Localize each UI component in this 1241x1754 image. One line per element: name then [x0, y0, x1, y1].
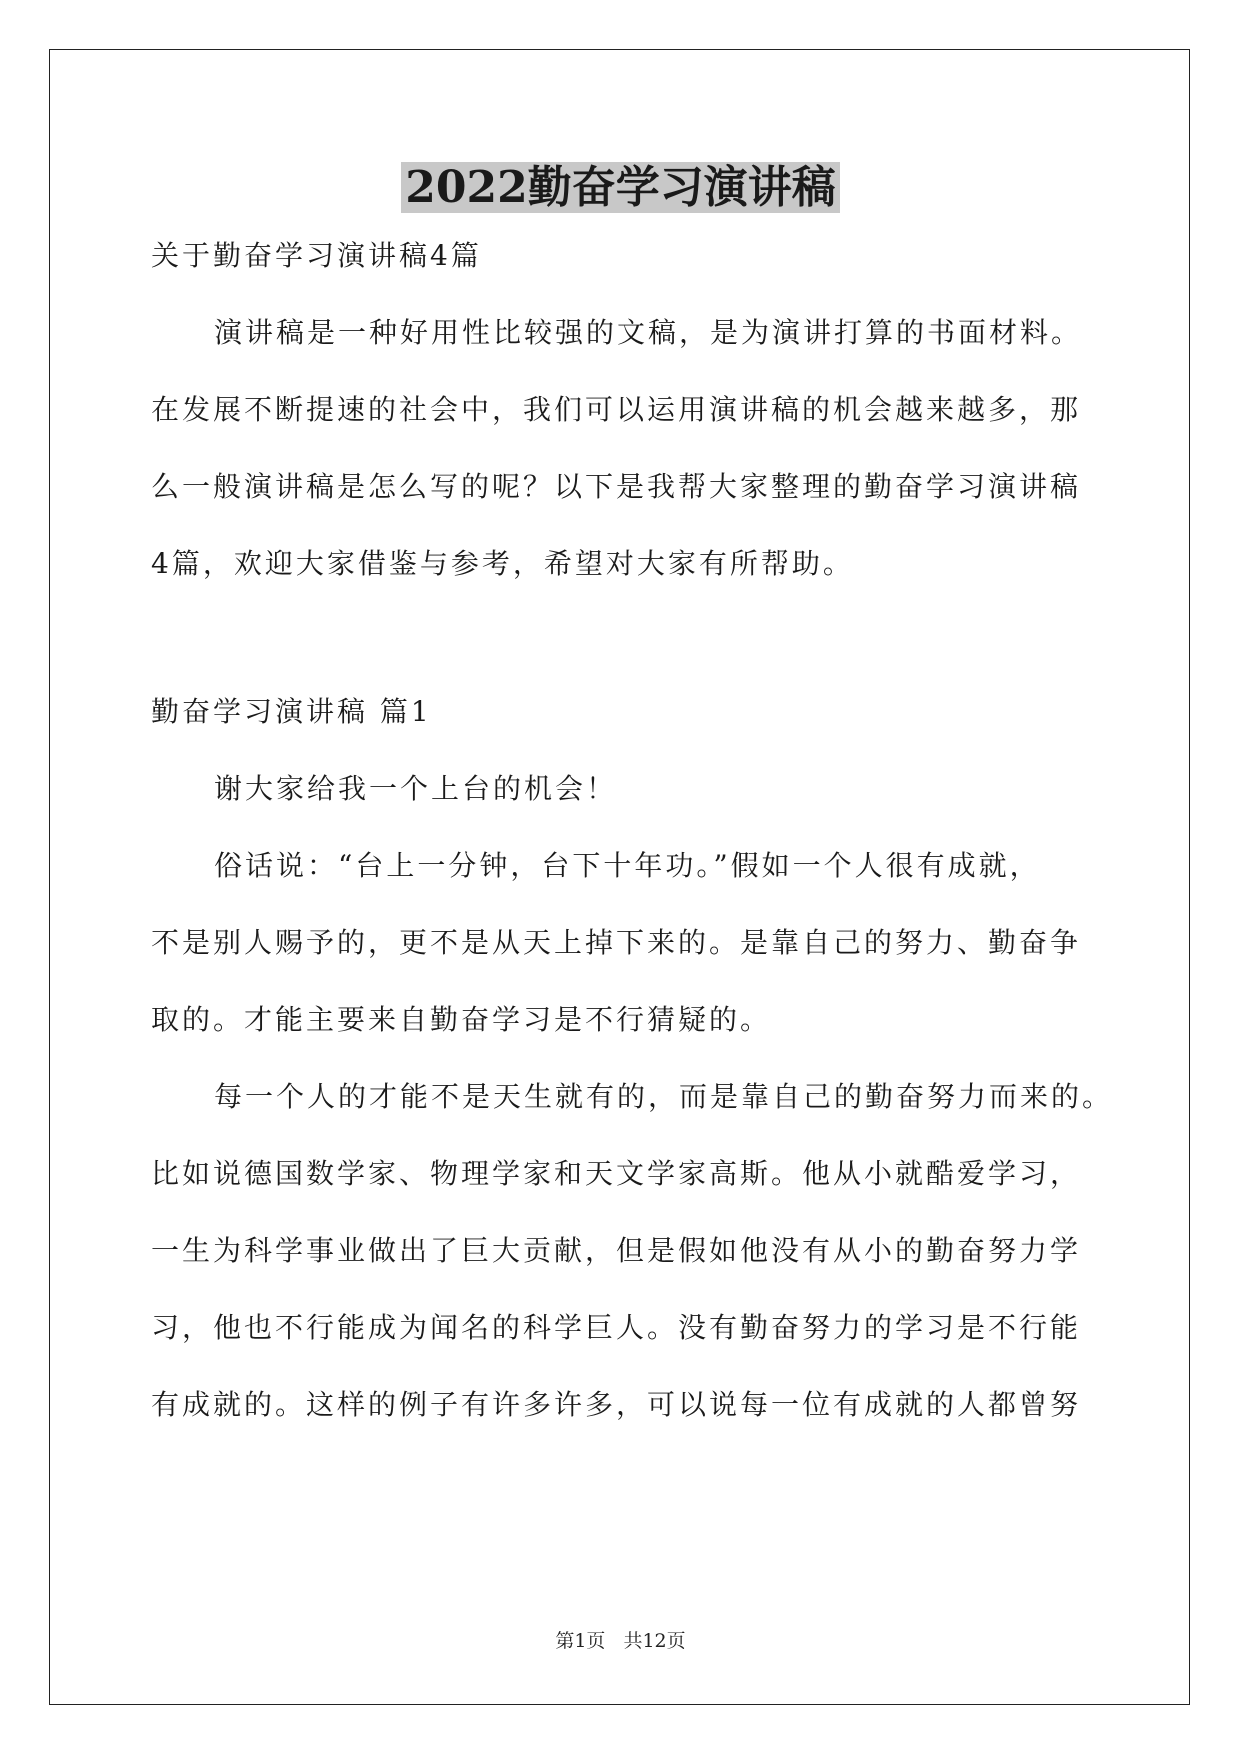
section-1-p2-line-3: 取的。才能主要来自勤奋学习是不行猜疑的。	[151, 1003, 772, 1036]
document-title-text: 2022勤奋学习演讲稿	[401, 162, 839, 213]
intro-line-1: 演讲稿是一种好用性比较强的文稿，是为演讲打算的书面材料。	[214, 316, 1083, 349]
intro-line-3: 么一般演讲稿是怎么写的呢？以下是我帮大家整理的勤奋学习演讲稿	[151, 470, 1082, 503]
page-total: 共12页	[623, 1630, 686, 1652]
section-1-paragraph-1: 谢大家给我一个上台的机会！	[214, 772, 618, 805]
document-subtitle: 关于勤奋学习演讲稿4篇	[151, 239, 482, 272]
document-title	[0, 160, 1241, 216]
page-footer	[0, 1628, 1241, 1654]
section-1-p3-line-3: 一生为科学事业做出了巨大贡献，但是假如他没有从小的勤奋努力学	[151, 1234, 1082, 1267]
intro-line-4: 4篇，欢迎大家借鉴与参考，希望对大家有所帮助。	[151, 547, 854, 580]
section-1-p3-line-5: 有成就的。这样的例子有许多许多，可以说每一位有成就的人都曾努	[151, 1388, 1082, 1421]
section-1-heading: 勤奋学习演讲稿 篇1	[151, 695, 432, 728]
page-number: 第1页	[555, 1630, 606, 1652]
section-1-p3-line-4: 习，他也不行能成为闻名的科学巨人。没有勤奋努力的学习是不行能	[151, 1311, 1082, 1344]
section-1-p3-line-1: 每一个人的才能不是天生就有的，而是靠自己的勤奋努力而来的。	[214, 1080, 1114, 1113]
section-1-p3-line-2: 比如说德国数学家、物理学家和天文学家高斯。他从小就酷爱学习，	[151, 1157, 1082, 1190]
section-1-p2-line-2: 不是别人赐予的，更不是从天上掉下来的。是靠自己的努力、勤奋争	[151, 926, 1082, 959]
section-1-p2-line-1: 俗话说：“台上一分钟，台下十年功。”假如一个人很有成就，	[214, 849, 1041, 882]
intro-line-2: 在发展不断提速的社会中，我们可以运用演讲稿的机会越来越多，那	[151, 393, 1082, 426]
